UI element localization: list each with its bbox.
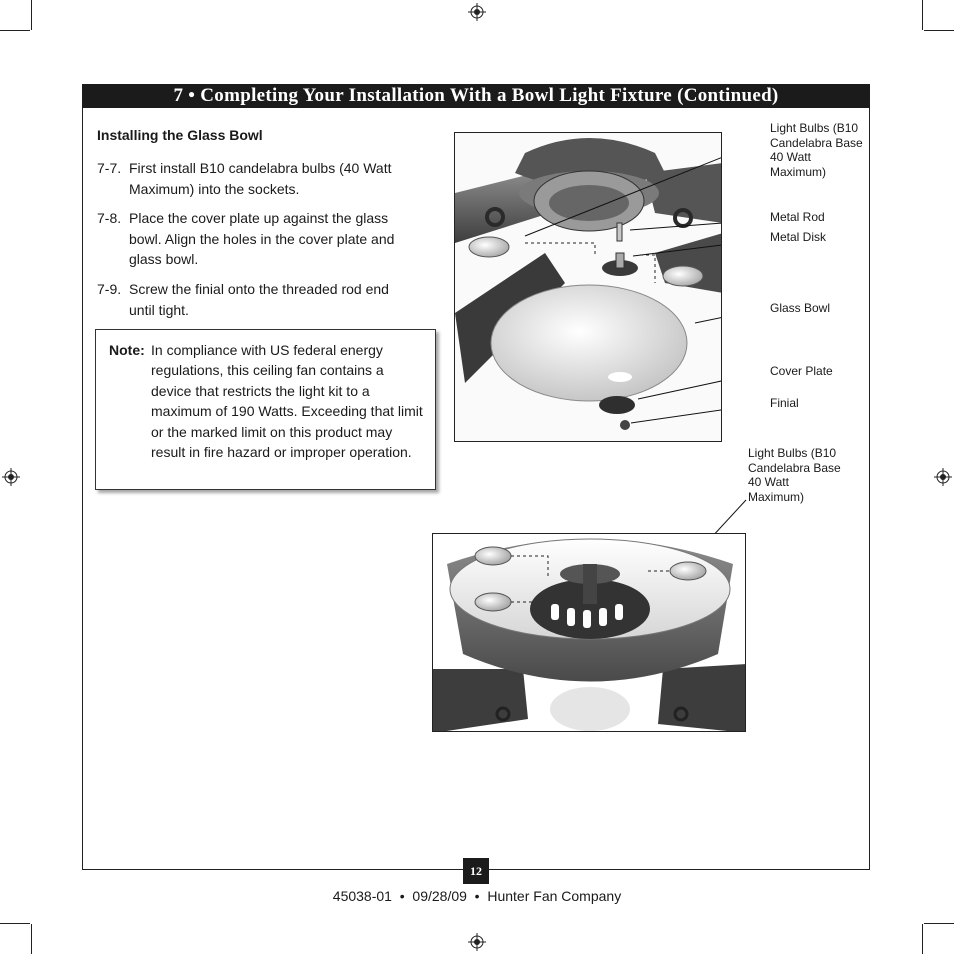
- step-item: [97, 279, 417, 320]
- crop-mark: [922, 924, 923, 954]
- crop-mark: [924, 30, 954, 31]
- exploded-fan-illustration: [455, 133, 722, 442]
- note-label: Note:: [109, 342, 145, 358]
- section-heading: Installing the Glass Bowl: [97, 127, 263, 143]
- installed-bowl-illustration: [433, 534, 746, 732]
- crop-mark: [0, 30, 30, 31]
- note-box: [95, 329, 436, 490]
- step-text: Place the cover plate up against the glass bowl. Align the holes in the cover plate and glass bowl.: [129, 210, 395, 267]
- step-number: 7-8.: [97, 210, 122, 226]
- crop-mark: [31, 924, 32, 954]
- step-text: Screw the finial onto the threaded rod end until tight.: [129, 281, 389, 318]
- callout-finial: Finial: [770, 396, 799, 410]
- crop-mark: [924, 923, 954, 924]
- callout-cover-plate: Cover Plate: [770, 364, 833, 378]
- footer-text: 45038-01 • 09/28/09 • Hunter Fan Company: [332, 888, 622, 904]
- step-text: First install B10 candelabra bulbs (40 Watt Maximum) into the sockets.: [129, 160, 392, 197]
- crop-mark: [922, 0, 923, 30]
- callout-light-bulbs-bottom: Light Bulbs (B10 Candelabra Base 40 Watt Maximum): [748, 446, 841, 504]
- callout-metal-disk: Metal Disk: [770, 230, 827, 244]
- note-text: In compliance with US federal energy regulations, this ceiling fan contains a device that restricts the light kit to a maximum of 190 Watts. Exceeding that limit or the marked limit on this product may result in fire hazard or improper operation.: [151, 342, 423, 461]
- registration-mark-icon: [2, 468, 20, 486]
- step-number: 7-9.: [97, 281, 122, 297]
- registration-mark-icon: [934, 468, 952, 486]
- registration-mark-icon: [468, 3, 486, 21]
- installed-bowl-diagram: [432, 533, 746, 732]
- callout-metal-rod: Metal Rod: [770, 210, 825, 224]
- crop-mark: [0, 923, 30, 924]
- step-item: [97, 158, 417, 199]
- registration-mark-icon: [468, 933, 486, 951]
- step-number: 7-7.: [97, 160, 122, 176]
- section-title: 7 • Completing Your Installation With a Bowl Light Fixture (Continued): [82, 84, 870, 108]
- exploded-diagram: [454, 132, 722, 442]
- step-item: [97, 208, 417, 270]
- crop-mark: [31, 0, 32, 30]
- callout-glass-bowl: Glass Bowl: [770, 301, 831, 315]
- page-number: 12: [463, 858, 489, 884]
- callout-light-bulbs: Light Bulbs (B10 Candelabra Base 40 Watt Maximum): [770, 121, 863, 179]
